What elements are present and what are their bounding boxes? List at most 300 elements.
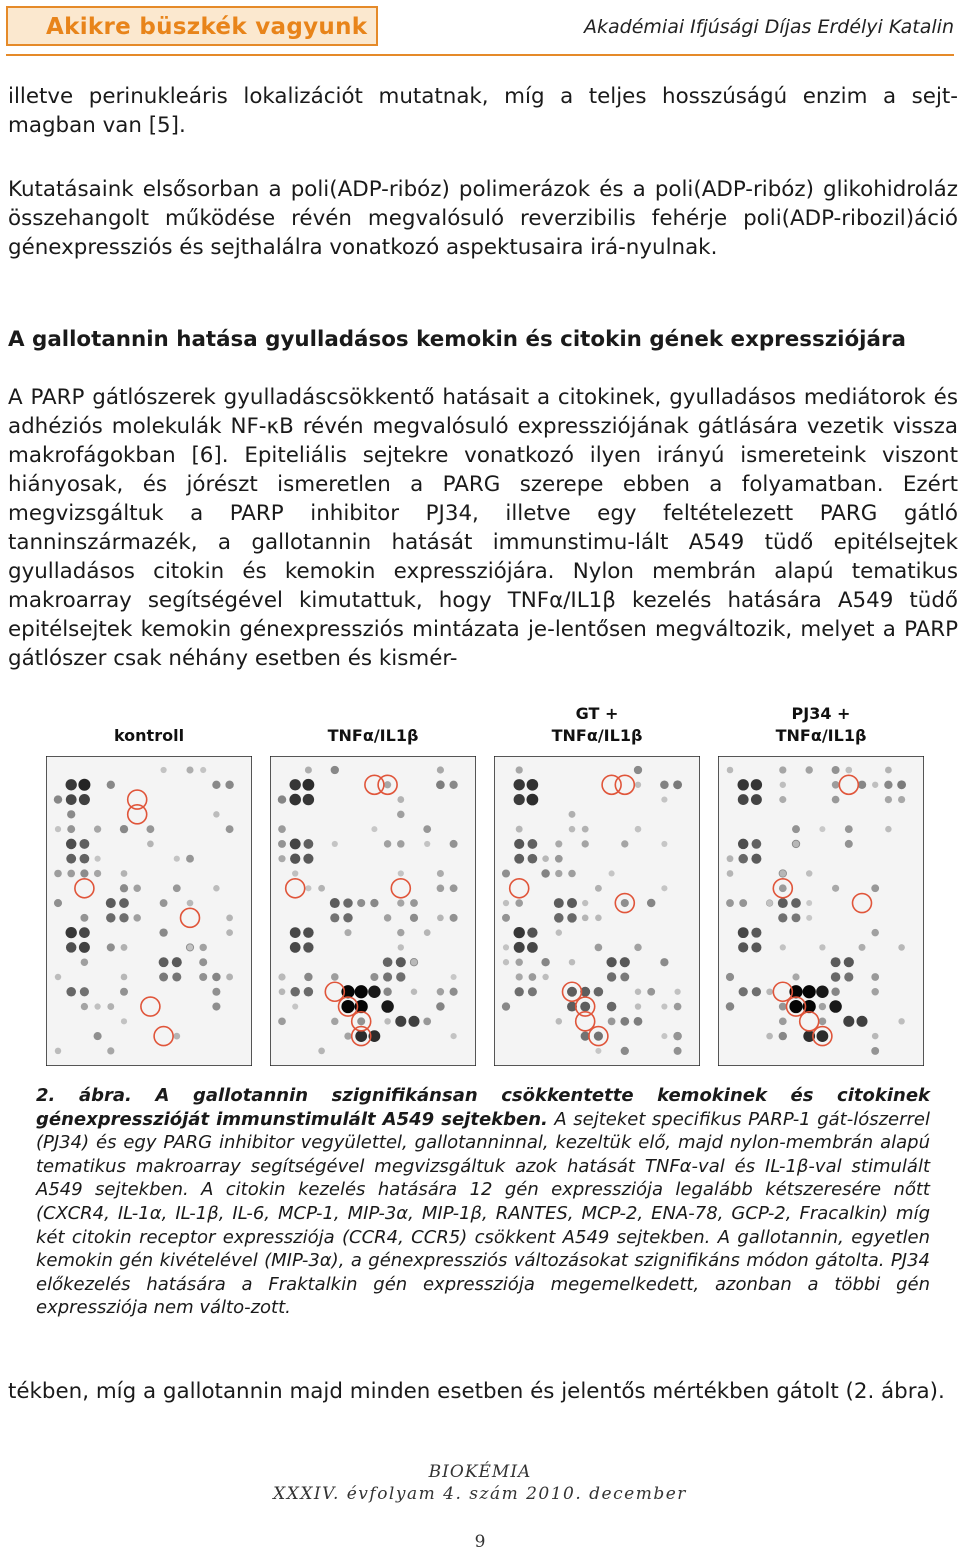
blot-spot xyxy=(556,929,562,935)
blot-spot xyxy=(357,899,365,907)
blot-spot xyxy=(752,987,761,996)
blot-spot xyxy=(751,854,761,864)
blot-spot xyxy=(383,988,391,996)
blot-spot xyxy=(79,794,90,805)
membrane-background xyxy=(494,756,700,1066)
blot-spot xyxy=(384,1018,391,1025)
blot-spot xyxy=(80,914,88,922)
blot-spot xyxy=(81,958,89,966)
blot-spot xyxy=(383,972,392,981)
blot-spot xyxy=(305,885,311,891)
blot-spot xyxy=(831,957,841,967)
blot-spot xyxy=(424,841,430,847)
blot-spot xyxy=(661,885,667,891)
figure-2 xyxy=(40,700,930,1070)
blot-spot xyxy=(871,973,879,981)
blot-spot xyxy=(527,942,538,953)
blot-spot xyxy=(331,1018,338,1025)
paragraph-1: illetve perinukleáris lokalizációt mutatnak, míg a teljes hosszúságú enzim a sejt-magban van [5]. xyxy=(8,84,958,138)
blot-spot xyxy=(859,944,866,951)
blot-spot xyxy=(161,767,167,773)
blot-spot xyxy=(527,779,539,791)
array-image xyxy=(270,756,476,1066)
blot-spot xyxy=(94,826,101,833)
blot-spot xyxy=(778,898,788,908)
blot-spot xyxy=(885,826,891,832)
blot-spot xyxy=(290,942,301,953)
blot-spot xyxy=(567,898,577,908)
blot-spot xyxy=(606,957,616,967)
blot-spot xyxy=(831,972,841,982)
blot-spot xyxy=(289,794,301,806)
blot-spot xyxy=(450,840,458,848)
blot-spot xyxy=(411,959,418,966)
caption-title: 2. ábra. A gallotannin szignifikánsan csökkentette kemokinek és citokinek génexpresszióját immunstimulált A549 sejtekben. xyxy=(36,1085,930,1130)
blot-spot xyxy=(661,1003,667,1009)
blot-spot xyxy=(792,825,800,833)
blot-spot xyxy=(212,988,220,996)
blot-spot xyxy=(66,779,77,790)
blot-spot xyxy=(119,913,128,922)
blot-spot xyxy=(806,915,812,921)
blot-spot xyxy=(437,988,444,995)
blot-spot xyxy=(738,839,749,850)
blot-spot xyxy=(634,1017,643,1026)
blot-spot xyxy=(816,986,828,998)
blot-spot xyxy=(779,870,786,877)
blot-spot xyxy=(397,929,404,936)
blot-spot xyxy=(398,944,404,950)
blot-spot xyxy=(674,989,680,995)
blot-spot xyxy=(806,870,812,876)
blot-spot xyxy=(423,825,431,833)
blot-spot xyxy=(119,898,129,908)
blot-spot xyxy=(423,1017,431,1025)
blot-spot xyxy=(738,779,749,790)
blot-spot xyxy=(381,1000,393,1012)
blot-spot xyxy=(569,811,576,818)
blot-spot xyxy=(582,826,589,833)
blot-spot xyxy=(94,1003,100,1009)
blot-spot xyxy=(595,885,602,892)
blot-spot xyxy=(341,1000,354,1013)
blot-spot xyxy=(397,840,405,848)
blot-spot xyxy=(370,899,378,907)
blot-spot xyxy=(635,989,641,995)
blot-spot xyxy=(106,913,115,922)
blot-spot xyxy=(290,927,301,938)
blot-spot xyxy=(81,1003,88,1010)
blot-spot xyxy=(673,780,682,789)
blot-spot xyxy=(738,794,749,805)
blot-spot xyxy=(727,767,734,774)
blot-spot xyxy=(292,870,298,876)
blot-spot xyxy=(806,900,812,906)
blot-spot xyxy=(751,928,761,938)
blot-spot xyxy=(278,855,285,862)
blot-spot xyxy=(410,914,418,922)
blot-spot xyxy=(437,914,444,921)
blot-spot xyxy=(844,972,853,981)
blot-spot xyxy=(279,988,286,995)
blot-spot xyxy=(355,1030,367,1042)
blot-spot xyxy=(213,811,219,817)
blot-spot xyxy=(292,1003,298,1009)
blot-spot xyxy=(318,1048,325,1055)
blot-spot xyxy=(527,927,537,937)
blot-spot xyxy=(555,855,563,863)
paragraph-3: A PARP gátlószerek gyulladáscsökkentő hatásait a citokinek, gyulladásos mediátorok és adhéziós molekulák NF-κB révén megvalósuló expressziójának gátlására vezetik vissza makrofágokban [6]. Epiteliális sejtekre vonatkozó ilyen irányú ismereteink viszont hiányosak, és jórészt ismeretlen a PARG szerepe ebben a folyamatban. Ezért megvizsgáltuk a PARP inhibitor PJ34, illetve egy feltételezett PARG gátló tanninszármazék, a gallotannin hatását immunstimu-lált A549 tüdő epitélsejtek gyulladásos citokin és kemokin expressziójára. Nylon membrán alapú tematikus makroarray segítségével kimutattuk, hogy TNFα/IL1β kezelés hatására A549 tüdő epitélsejtek kemokin génexpressziós mintázata je-lentősen megváltozik, melyet a PARP gátlószer csak néhány esetben és kismér- xyxy=(8,385,958,671)
blot-spot xyxy=(779,766,786,773)
blot-spot xyxy=(885,796,892,803)
blot-spot xyxy=(779,884,787,892)
blot-spot xyxy=(173,1033,180,1040)
blot-spot xyxy=(780,782,786,788)
blot-spot xyxy=(55,826,61,832)
blot-spot xyxy=(607,972,616,981)
blot-spot xyxy=(595,944,603,952)
blot-spot xyxy=(437,884,445,892)
blot-spot xyxy=(408,1016,419,1027)
panel-title-line2: TNFα/IL1β xyxy=(551,726,643,745)
panel-pj34-tnf xyxy=(718,700,924,1070)
blot-spot xyxy=(396,957,406,967)
blot-spot xyxy=(582,840,589,847)
blot-spot xyxy=(819,1017,827,1025)
blot-spot xyxy=(634,766,642,774)
blot-spot xyxy=(819,1003,826,1010)
panel-tnf xyxy=(270,700,476,1070)
blot-spot xyxy=(514,927,525,938)
blot-spot xyxy=(67,870,75,878)
blot-spot xyxy=(567,913,577,923)
array-image xyxy=(46,756,252,1066)
blot-spot xyxy=(766,1033,773,1040)
blot-spot xyxy=(871,988,878,995)
blot-spot xyxy=(819,826,825,832)
blot-spot xyxy=(410,899,418,907)
blot-spot xyxy=(397,796,404,803)
blot-spot xyxy=(845,825,853,833)
caption-body: A sejteket specifikus PARP-1 gát-lószerrel (PJ34) és egy PARG inhibitor vegyülettel, gallotanninnal, kezeltük elő, majd nylon-membrán alapú tematikus makroarray segítségével megvizsgáltuk azok hatását TNFα-val és IL-1β-val stimulált A549 sejtekben. A citokin kezelés hatására 12 gén expressziója legalább kétszeresére nőtt (CXCR4, IL-1α, IL-1β, IL-6, MCP-1, MIP-3α, MIP-1β, RANTES, MCP-2, ENA-78, GCP-2, Fracalkin) míg két citokin receptor expressziója (CCR4, CCR5) csökkent A549 sejtekben. A gallotannin, egyetlen kemokin gén kivételével (MIP-3α), a génexpressziós változásokat szignifikáns módon gátolta. PJ34 előkezelés hatására a Fraktalkin gén expressziója megemelkedett, azonban a többi gén expressziója nem válto-zott. xyxy=(36,1108,930,1319)
blot-spot xyxy=(212,1002,220,1010)
blot-spot xyxy=(305,766,312,773)
blot-spot xyxy=(290,838,301,849)
blot-spot xyxy=(647,988,655,996)
blot-spot xyxy=(173,884,181,892)
blot-spot xyxy=(872,782,878,788)
blot-spot xyxy=(528,839,538,849)
blot-spot xyxy=(133,885,140,892)
blot-spot xyxy=(107,1047,114,1054)
blot-spot xyxy=(529,973,537,981)
header-rule xyxy=(6,54,954,56)
page-number: 9 xyxy=(474,1532,486,1552)
blot-spot xyxy=(554,913,564,923)
blot-spot xyxy=(67,810,75,818)
blot-spot xyxy=(212,781,220,789)
blot-spot xyxy=(661,841,667,847)
blot-spot xyxy=(843,1016,854,1027)
blot-spot xyxy=(278,795,286,803)
blot-spot xyxy=(884,781,892,789)
blot-spot xyxy=(66,854,76,864)
blot-spot xyxy=(133,914,140,921)
section-heading: A gallotannin hatása gyulladásos kemokin és citokin gének expressziójára xyxy=(8,327,906,352)
blot-spot xyxy=(595,915,602,922)
blot-spot xyxy=(120,988,128,996)
blot-spot xyxy=(424,929,431,936)
membrane-background xyxy=(46,756,252,1066)
blot-spot xyxy=(568,870,576,878)
blot-spot xyxy=(66,942,76,952)
blot-spot xyxy=(832,796,840,804)
blot-spot xyxy=(871,884,879,892)
blot-spot xyxy=(397,811,405,819)
blot-spot xyxy=(226,914,233,921)
blot-spot xyxy=(514,794,525,805)
blot-spot xyxy=(330,898,340,908)
blot-spot xyxy=(398,870,404,876)
blot-spot xyxy=(582,914,589,921)
blot-spot xyxy=(514,779,525,790)
blot-spot xyxy=(120,884,128,892)
panel-gt-tnf xyxy=(494,700,700,1070)
blot-spot xyxy=(885,767,892,774)
blot-spot xyxy=(384,914,391,921)
blot-spot xyxy=(54,795,62,803)
section-label-box xyxy=(6,6,378,46)
blot-spot xyxy=(343,898,352,907)
blot-spot xyxy=(303,854,313,864)
blot-spot xyxy=(107,1003,114,1010)
blot-spot xyxy=(515,899,523,907)
blot-spot xyxy=(278,840,286,848)
blot-spot xyxy=(304,987,313,996)
blot-spot xyxy=(343,913,352,922)
blot-spot xyxy=(726,1002,735,1011)
blot-spot xyxy=(303,839,313,849)
blot-spot xyxy=(738,927,749,938)
blot-spot xyxy=(213,885,219,891)
blot-spot xyxy=(395,1016,406,1027)
blot-spot xyxy=(831,988,839,996)
blot-spot xyxy=(54,870,62,878)
blot-spot xyxy=(371,826,377,832)
blot-spot xyxy=(187,944,193,950)
blot-spot xyxy=(738,854,748,864)
blot-spot xyxy=(66,839,77,850)
blot-spot xyxy=(186,855,194,863)
blot-spot xyxy=(516,766,523,773)
blot-spot xyxy=(503,944,509,950)
blot-spot xyxy=(726,973,734,981)
blot-spot xyxy=(727,855,734,862)
blot-spot xyxy=(792,913,801,922)
blot-spot xyxy=(620,1017,629,1026)
blot-spot xyxy=(793,841,800,848)
blot-spot xyxy=(107,943,115,951)
blot-spot xyxy=(898,944,905,951)
blot-spot xyxy=(766,988,773,995)
blot-spot xyxy=(803,985,816,998)
blot-spot xyxy=(79,942,90,953)
blot-spot xyxy=(303,927,314,938)
array-image xyxy=(718,756,924,1066)
blot-spot xyxy=(106,898,116,908)
blot-spot xyxy=(595,1048,601,1054)
blot-spot xyxy=(569,959,575,965)
blot-spot xyxy=(160,899,168,907)
blot-spot xyxy=(226,825,234,833)
blot-spot xyxy=(502,914,510,922)
blot-spot xyxy=(302,779,314,791)
blot-spot xyxy=(503,959,509,965)
panel-title-line2: TNFα/IL1β xyxy=(327,726,419,745)
blot-spot xyxy=(55,1048,61,1054)
blot-spot xyxy=(555,840,562,847)
blot-spot xyxy=(383,957,393,967)
blot-spot xyxy=(200,767,206,773)
blot-spot xyxy=(331,766,339,774)
blot-spot xyxy=(674,1032,682,1040)
blot-spot xyxy=(278,825,286,833)
blot-spot xyxy=(357,1017,365,1025)
blot-spot xyxy=(159,973,168,982)
blot-spot xyxy=(817,1030,829,1042)
blot-spot xyxy=(121,1018,127,1024)
blot-spot xyxy=(55,974,61,980)
blot-spot xyxy=(368,986,380,998)
blot-spot xyxy=(226,974,233,981)
blot-spot xyxy=(147,841,154,848)
blot-spot xyxy=(94,870,101,877)
blot-spot xyxy=(80,987,89,996)
blot-spot xyxy=(79,927,90,938)
blot-spot xyxy=(898,796,905,803)
blot-spot xyxy=(792,973,799,980)
blot-spot xyxy=(515,958,522,965)
blot-spot xyxy=(78,779,90,791)
blot-spot xyxy=(514,839,524,849)
blot-spot xyxy=(514,942,525,953)
blot-spot xyxy=(370,973,378,981)
blot-spot xyxy=(80,854,90,864)
blot-spot xyxy=(199,944,206,951)
footer-journal: BIOKÉMIA xyxy=(428,1462,532,1482)
blot-spot xyxy=(635,782,641,788)
blot-spot xyxy=(436,780,445,789)
blot-spot xyxy=(844,957,854,967)
blot-spot xyxy=(541,869,550,878)
blot-spot xyxy=(172,957,182,967)
blot-spot xyxy=(450,884,458,892)
blot-spot xyxy=(609,870,615,876)
blot-spot xyxy=(66,987,76,997)
blot-spot xyxy=(67,825,75,833)
blot-spot xyxy=(212,973,220,981)
blot-spot xyxy=(396,972,405,981)
blot-spot xyxy=(528,854,538,864)
blot-spot xyxy=(661,796,667,802)
blot-spot xyxy=(739,899,747,907)
blot-spot xyxy=(846,767,852,773)
blot-spot xyxy=(845,840,853,848)
blot-spot xyxy=(516,826,523,833)
blot-spot xyxy=(107,781,115,789)
blot-spot xyxy=(278,1018,286,1026)
blot-spot xyxy=(898,1018,904,1024)
blot-spot xyxy=(805,766,812,773)
blot-spot xyxy=(199,958,207,966)
blot-spot xyxy=(279,974,286,981)
blot-spot xyxy=(304,973,312,981)
blot-spot xyxy=(871,1047,879,1055)
panel-title-line1: PJ34 + xyxy=(791,704,851,723)
figure-caption xyxy=(36,1084,930,1320)
blot-spot xyxy=(778,913,787,922)
blot-spot xyxy=(344,929,351,936)
blot-spot xyxy=(751,942,761,952)
blot-spot xyxy=(528,987,537,996)
blot-spot xyxy=(779,1003,787,1011)
footer-issue: XXXIV. évfolyam 4. szám 2010. december xyxy=(273,1484,687,1504)
blot-spot xyxy=(146,825,154,833)
blot-spot xyxy=(199,973,207,981)
blot-spot xyxy=(159,957,169,967)
blot-spot xyxy=(766,900,772,906)
blot-spot xyxy=(555,870,562,877)
blot-spot xyxy=(515,987,524,996)
blot-spot xyxy=(674,1047,682,1055)
blot-spot xyxy=(789,1000,802,1013)
blot-spot xyxy=(450,914,458,922)
blot-spot xyxy=(541,958,549,966)
blot-spot xyxy=(449,781,457,789)
blot-spot xyxy=(503,900,509,906)
panel-title-line2: TNFα/IL1β xyxy=(775,726,867,745)
paragraph-2: Kutatásaink elsősorban a poli(ADP-ribóz) polimerázok és a poli(ADP-ribóz) glikohidroláz összehangolt működése révén megvalósuló reverzibilis fehérje poli(ADP-ribozil)áció génexpressziós és sejthalálra vonatkozó aspektusaira irá-nyulnak. xyxy=(8,177,958,260)
blot-spot xyxy=(594,1032,603,1041)
blot-spot xyxy=(159,928,167,936)
blot-spot xyxy=(751,779,762,790)
panel-kontroll xyxy=(46,700,252,1070)
blot-spot xyxy=(516,973,523,980)
blot-spot xyxy=(80,869,88,877)
blot-spot xyxy=(502,1002,510,1010)
blot-spot xyxy=(290,779,301,790)
panel-title-line1: GT + xyxy=(575,704,619,723)
blot-spot xyxy=(582,900,588,906)
blot-spot xyxy=(290,854,300,864)
blot-spot xyxy=(54,899,62,907)
blot-spot xyxy=(330,913,339,922)
author-award-line: Akadémiai Ifjúsági Díjas Erdélyi Katalin xyxy=(584,16,954,38)
blot-spot xyxy=(556,1018,563,1025)
blot-spot xyxy=(856,1016,867,1027)
blot-spot xyxy=(751,794,762,805)
blot-spot xyxy=(871,929,878,936)
blot-spot xyxy=(620,973,629,982)
blot-spot xyxy=(832,885,839,892)
blot-spot xyxy=(608,1017,616,1025)
blot-spot xyxy=(384,781,391,788)
blot-spot xyxy=(94,1032,102,1040)
blot-spot xyxy=(121,944,128,951)
blot-spot xyxy=(620,957,630,967)
blot-spot xyxy=(726,899,734,907)
blot-spot xyxy=(174,856,180,862)
